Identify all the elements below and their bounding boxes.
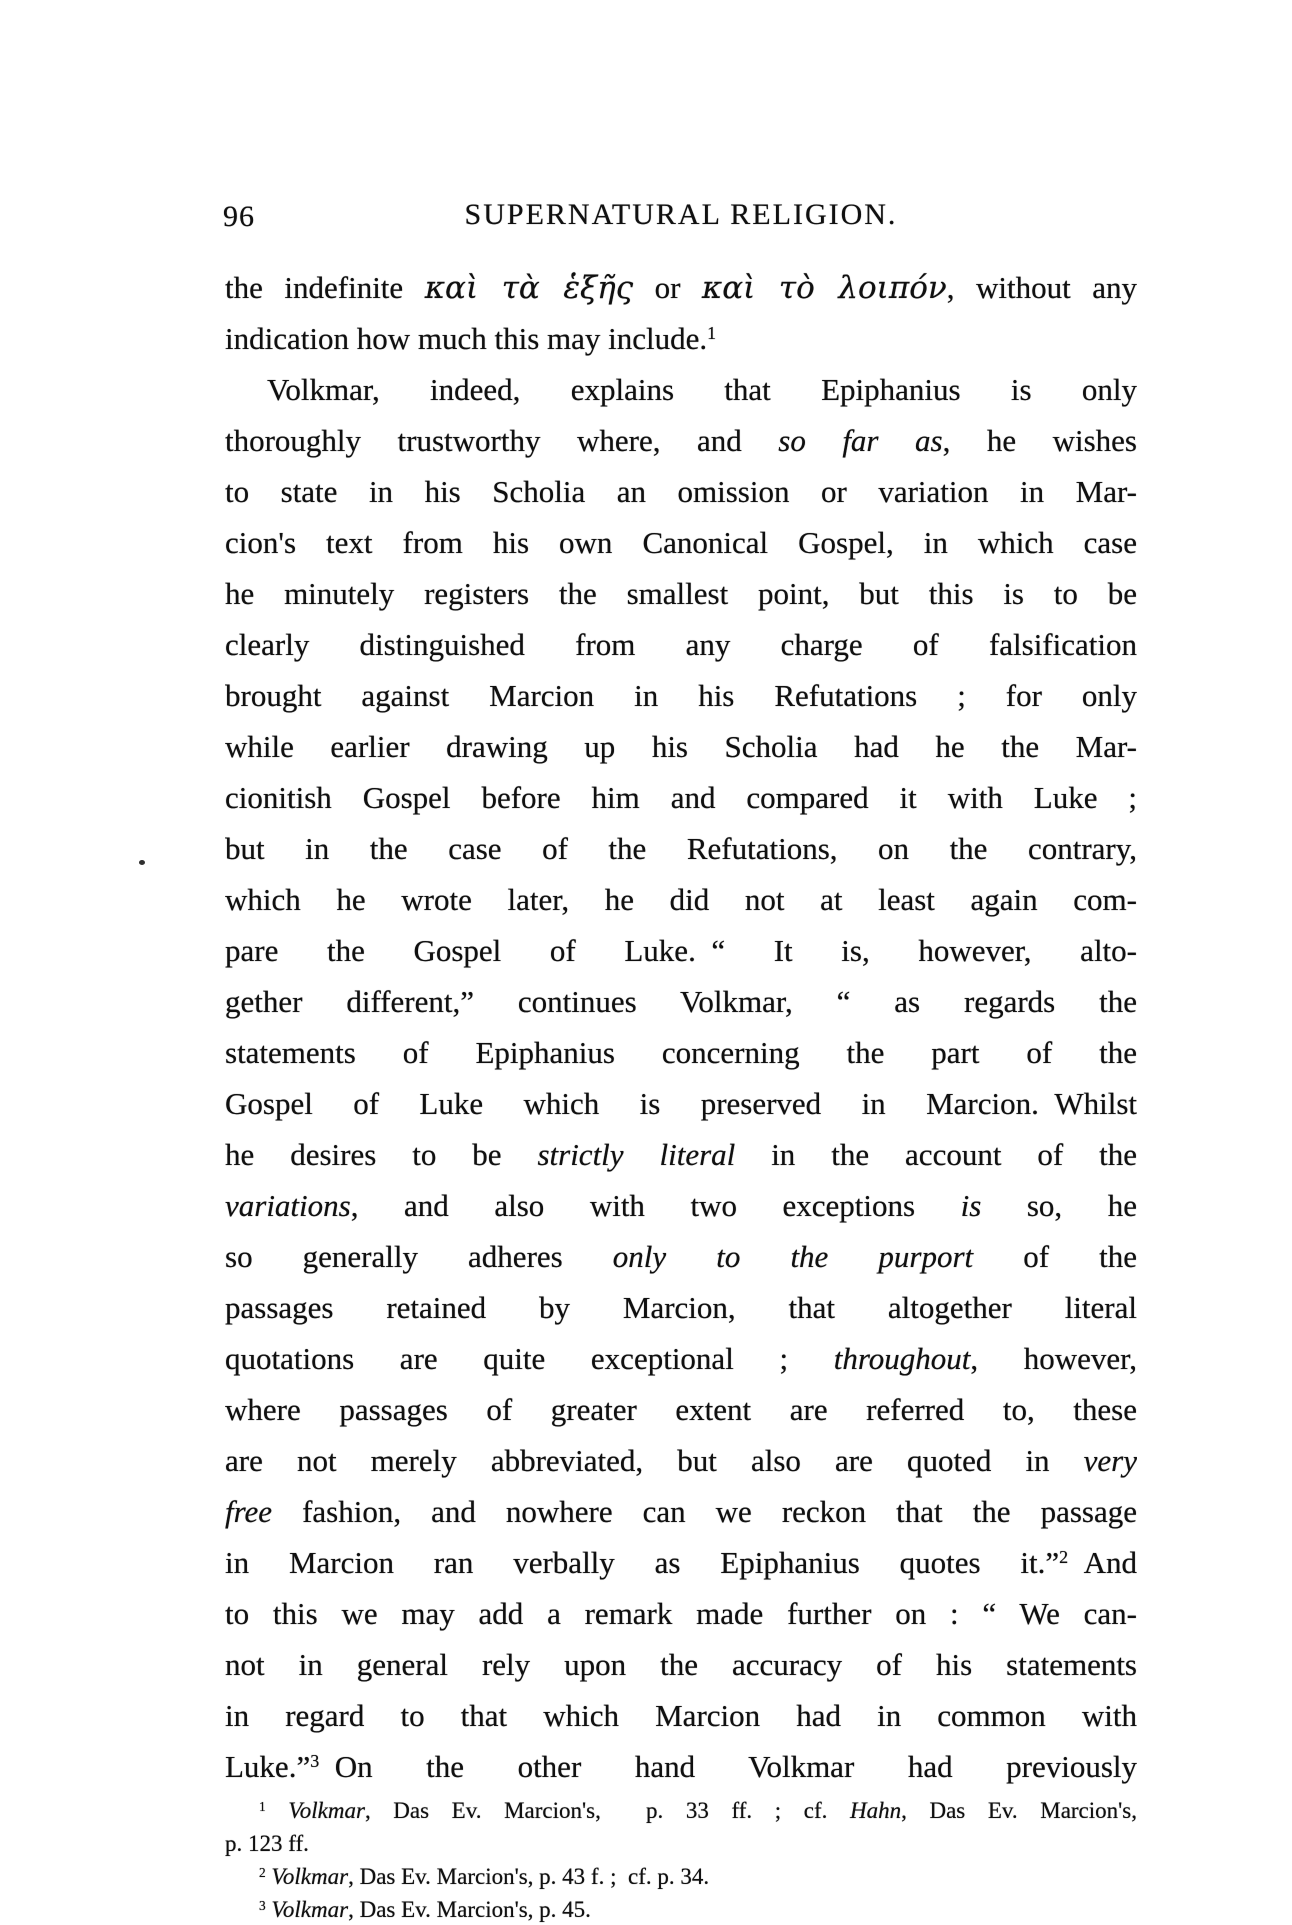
text-segment: , Das Ev. Marcion's, p. 45. — [348, 1897, 591, 1922]
text-segment: strictly literal — [537, 1137, 736, 1172]
text-segment: , Das Ev. Marcion's, p. 33 ff. ; cf. — [364, 1798, 850, 1823]
text-segment: in Marcion ran verbally as Epiphanius quotes it.” — [225, 1545, 1060, 1580]
text-segment: very — [1083, 1443, 1137, 1478]
text-segment: so, he — [981, 1188, 1137, 1223]
text-line — [225, 1384, 1137, 1435]
text-line — [225, 1129, 1137, 1180]
text-line — [225, 1231, 1137, 1282]
text-line — [225, 1486, 1137, 1537]
text-segment: On the other hand Volkmar had previously — [319, 1749, 1137, 1784]
text-segment: , he wishes — [942, 423, 1137, 458]
text-segment: but in the case of the Refutations, on the contrary, — [225, 831, 1137, 866]
text-line — [225, 772, 1137, 823]
text-segment: he desires to be — [225, 1137, 538, 1172]
text-segment: , Das Ev. Marcion's, p. 43 f. ; cf. p. 34. — [348, 1864, 710, 1889]
text-line — [225, 619, 1137, 670]
text-line — [225, 517, 1137, 568]
text-segment: so far as — [778, 423, 943, 458]
text-segment: are not merely abbreviated, but also are quoted in — [225, 1443, 1084, 1478]
text-segment: , without any — [946, 270, 1137, 305]
text-segment: thoroughly trustworthy where, and — [225, 423, 779, 458]
text-segment: in regard to that which Marcion had in common with — [225, 1698, 1137, 1733]
running-title: SUPERNATURAL RELIGION. — [464, 198, 898, 231]
text-segment: Volkmar — [271, 1864, 349, 1889]
text-segment: where passages of greater extent are referred to, these — [225, 1392, 1137, 1427]
text-segment: , and also with two exceptions — [350, 1188, 961, 1223]
footnote-ref: 2 — [259, 1864, 266, 1880]
text-line — [225, 1180, 1137, 1231]
text-segment: , however, — [970, 1341, 1137, 1376]
greek-phrase: καὶ τὰ ἑξῆς — [424, 270, 634, 306]
text-segment: cion's text from his own Canonical Gospel, in which case — [225, 525, 1137, 560]
text-line — [225, 1588, 1137, 1639]
text-segment: brought against Marcion in his Refutations ; for only — [225, 678, 1137, 713]
text-line — [225, 1282, 1137, 1333]
text-line — [225, 466, 1137, 517]
text-line — [225, 925, 1137, 976]
footnotes-section — [225, 1794, 1137, 1925]
text-segment: Volkmar — [271, 1897, 349, 1922]
text-line — [225, 670, 1137, 721]
page-content — [225, 198, 1137, 1925]
text-segment: in the account of the — [735, 1137, 1137, 1172]
text-line — [225, 1333, 1137, 1384]
text-line — [225, 721, 1137, 772]
footnote-ref: 3 — [310, 1751, 320, 1772]
page-header — [225, 198, 1137, 240]
text-segment: Gospel of Luke which is preserved in Marcion. Whilst — [225, 1086, 1137, 1121]
scan-speck — [139, 860, 145, 865]
footnote-line — [225, 1860, 1137, 1893]
text-segment: Hahn — [849, 1798, 902, 1823]
text-segment: clearly distinguished from any charge of falsification — [225, 627, 1137, 662]
text-line — [225, 976, 1137, 1027]
text-segment: which he wrote later, he did not at least again com- — [225, 882, 1137, 917]
text-segment: fashion, and nowhere can we reckon that the passage — [272, 1494, 1137, 1529]
text-segment: to this we may add a remark made further on : “ We can- — [225, 1596, 1137, 1631]
text-segment: is — [960, 1188, 982, 1223]
text-line — [225, 568, 1137, 619]
text-line — [225, 823, 1137, 874]
footnote-ref: 2 — [1059, 1547, 1069, 1568]
text-line — [225, 1027, 1137, 1078]
text-line — [225, 1078, 1137, 1129]
footnote-ref: 1 — [707, 323, 717, 344]
text-line — [225, 415, 1137, 466]
text-segment: indication how much this may include. — [225, 321, 708, 356]
text-segment: , Das Ev. Marcion's, — [901, 1798, 1137, 1823]
footnote-line — [225, 1827, 1137, 1860]
body-text — [225, 262, 1137, 1792]
text-segment: of the — [973, 1239, 1137, 1274]
text-segment: only to the purport — [612, 1239, 974, 1274]
text-segment: free — [225, 1494, 273, 1529]
text-segment: the indefinite — [225, 270, 425, 305]
text-segment: cionitish Gospel before him and compared it with Luke ; — [225, 780, 1137, 815]
text-segment: quotations are quite exceptional ; — [225, 1341, 834, 1376]
text-line — [225, 1690, 1137, 1741]
page-number: 96 — [223, 200, 255, 233]
text-line — [225, 874, 1137, 925]
text-line — [225, 313, 1137, 364]
footnote-line — [225, 1893, 1137, 1925]
text-segment: or — [633, 270, 702, 305]
text-segment: p. 123 ff. — [225, 1831, 309, 1856]
text-segment: Volkmar, indeed, explains that Epiphanius is only — [267, 372, 1137, 407]
text-segment: Luke.” — [225, 1749, 311, 1784]
text-segment: to state in his Scholia an omission or variation in Mar- — [225, 474, 1137, 509]
footnote-ref: 3 — [259, 1897, 266, 1913]
text-segment: variations — [225, 1188, 351, 1223]
text-line — [225, 1741, 1137, 1792]
footnote-ref: 1 — [259, 1798, 266, 1814]
text-segment: throughout — [833, 1341, 971, 1376]
text-segment: Volkmar — [288, 1798, 365, 1823]
text-segment — [266, 1798, 289, 1823]
text-segment: so generally adheres — [225, 1239, 613, 1274]
text-line — [225, 262, 1137, 313]
text-segment: statements of Epiphanius concerning the part of the — [225, 1035, 1137, 1070]
text-line — [225, 1537, 1137, 1588]
text-segment: And — [1068, 1545, 1137, 1580]
text-line — [225, 1639, 1137, 1690]
text-segment: gether different,” continues Volkmar, “ as regards the — [225, 984, 1137, 1019]
text-line — [225, 1435, 1137, 1486]
text-segment: pare the Gospel of Luke. “ It is, however, alto- — [225, 933, 1137, 968]
text-segment: he minutely registers the smallest point, but this is to be — [225, 576, 1137, 611]
footnote-line — [225, 1794, 1137, 1827]
greek-phrase: καὶ τὸ λοιπόν — [701, 270, 947, 306]
text-segment: passages retained by Marcion, that altogether literal — [225, 1290, 1137, 1325]
text-segment: not in general rely upon the accuracy of his statements — [225, 1647, 1137, 1682]
text-segment: while earlier drawing up his Scholia had he the Mar- — [225, 729, 1137, 764]
text-line — [225, 364, 1137, 415]
